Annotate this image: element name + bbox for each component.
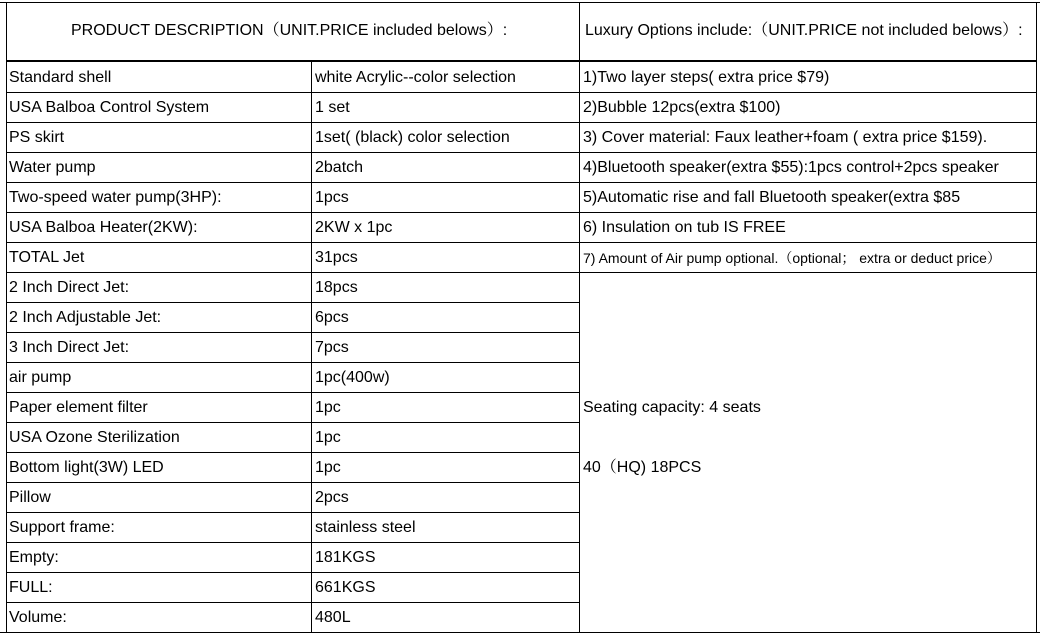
row-label: Empty:: [9, 549, 59, 566]
row-option: 2)Bubble 12pcs(extra $100): [583, 99, 781, 116]
row-label: USA Balboa Control System: [9, 99, 210, 116]
header-product-description: PRODUCT DESCRIPTION（UNIT.PRICE included belows）:: [71, 22, 508, 39]
row-value: 18pcs: [315, 279, 358, 296]
row-option: [583, 303, 1035, 332]
row-option: [583, 543, 1035, 572]
row-value: 7pcs: [315, 339, 349, 356]
row-label: Support frame:: [9, 519, 115, 536]
row-option: [583, 423, 1035, 452]
header-luxury-options: Luxury Options include:（UNIT.PRICE not included belows）:: [585, 22, 1023, 39]
row-value: 2batch: [315, 159, 364, 176]
row-option: [583, 363, 1035, 392]
row-value: 1pc: [315, 459, 341, 476]
row-label: TOTAL Jet: [9, 249, 85, 266]
row-label: Two-speed water pump(3HP):: [9, 189, 222, 206]
row-label: FULL:: [9, 579, 53, 596]
divider-options: [579, 2, 580, 632]
row-value: 2KW x 1pc: [315, 219, 393, 236]
row-value: 1pc(400w): [315, 369, 390, 386]
row-value: 2pcs: [315, 489, 349, 506]
header-bottom-border: [6, 60, 1036, 62]
row-value: white Acrylic--color selection: [315, 69, 516, 86]
row-value: 480L: [315, 609, 351, 626]
right-border: [1036, 2, 1037, 632]
row-value: 1 set: [315, 99, 350, 116]
row-option: 1)Two layer steps( extra price $79): [583, 69, 830, 86]
row-label: Pillow: [9, 489, 51, 506]
row-value: 181KGS: [315, 549, 376, 566]
row-value: 1set( (black) color selection: [315, 129, 510, 146]
row-label: air pump: [9, 369, 72, 386]
row-label: USA Balboa Heater(2KW):: [9, 219, 198, 236]
row-option: 40（HQ) 18PCS: [583, 459, 702, 476]
row-option: 4)Bluetooth speaker(extra $55):1pcs control+2pcs speaker: [583, 159, 999, 176]
row-value: 6pcs: [315, 309, 349, 326]
left-border: [6, 2, 7, 632]
row-option: Seating capacity: 4 seats: [583, 399, 761, 416]
row-value: 1pc: [315, 429, 341, 446]
row-label: 2 Inch Adjustable Jet:: [9, 309, 162, 326]
table-top-border: [0, 2, 1040, 3]
row-option: [583, 273, 1035, 302]
row-label: Standard shell: [9, 69, 112, 86]
row-label: PS skirt: [9, 129, 65, 146]
row-option: 6) Insulation on tub IS FREE: [583, 219, 786, 236]
row-option: [583, 513, 1035, 542]
row-option: [583, 333, 1035, 362]
row-option: [583, 573, 1035, 602]
row-label: USA Ozone Sterilization: [9, 429, 180, 446]
row-label: 3 Inch Direct Jet:: [9, 339, 130, 356]
divider-values: [311, 62, 312, 632]
row-value: 1pcs: [315, 189, 349, 206]
row-label: Volume:: [9, 609, 67, 626]
row-label: Bottom light(3W) LED: [9, 459, 164, 476]
row-label: 2 Inch Direct Jet:: [9, 279, 130, 296]
row-value: 31pcs: [315, 249, 358, 266]
row-option: 3) Cover material: Faux leather+foam ( extra price $159).: [583, 129, 988, 146]
row-label: Paper element filter: [9, 399, 148, 416]
row-option: [583, 603, 1035, 632]
row-value: 661KGS: [315, 579, 376, 596]
row-label: Water pump: [9, 159, 96, 176]
row-value: 1pc: [315, 399, 341, 416]
row-value: stainless steel: [315, 519, 416, 536]
row-option: 7) Amount of Air pump optional.（optional； extra or deduct price）: [583, 250, 1001, 266]
row-option: 5)Automatic rise and fall Bluetooth speaker(extra $85: [583, 189, 961, 206]
row-option: [583, 483, 1035, 512]
table-bottom-border: [0, 632, 1040, 633]
